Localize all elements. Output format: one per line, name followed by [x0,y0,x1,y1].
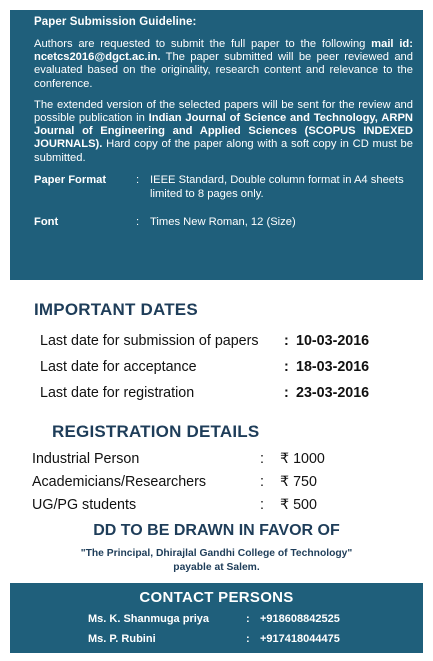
fee-label: Academicians/Researchers [32,474,207,490]
guideline-paragraph-2 [34,99,413,165]
date-value: 23-03-2016 [296,385,370,401]
journal-names: Indian Journal of Science and Technology, ARPN Journal of Engineering and Applied Sciences (SCOPUS INDEXED JOURNALS). [34,112,413,151]
contact-name: Ms. K. Shanmuga priya [88,613,210,625]
font-label: Font [34,215,59,228]
fee-value: ₹ 500 [280,497,317,513]
fee-row-academicians [32,474,317,490]
paper-format-value: IEEE Standard, Double column format in A4 sheets limited to 8 pages only. [150,173,404,200]
fee-label: Industrial Person [32,451,140,467]
submission-email: mail id: ncetcs2016@dgct.ac.in. [34,38,413,64]
font-row [34,215,413,229]
contact-phone: +917418044475 [260,633,340,645]
date-colon: : [284,385,289,401]
registration-title: REGISTRATION DETAILS [52,422,260,441]
date-value: 18-03-2016 [296,359,370,375]
contact-title: CONTACT PERSONS [139,589,294,606]
font-colon: : [136,215,140,228]
fee-colon: : [260,497,264,513]
date-value: 10-03-2016 [296,333,370,349]
fee-value: ₹ 1000 [280,451,325,467]
guideline-paragraph-1 [34,38,413,91]
dd-title: DD TO BE DRAWN IN FAVOR OF [93,522,340,539]
paper-format-label: Paper Format [34,173,107,186]
date-label: Last date for submission of papers [40,333,259,349]
date-row-acceptance [40,359,400,375]
guideline-p1-tail: The paper submitted will be peer reviewed and evaluated based on the originality, research content and relevance to the conference. [34,51,413,90]
guideline-panel [10,10,423,280]
contact-colon: : [246,633,250,645]
date-label: Last date for acceptance [40,359,197,375]
fee-colon: : [260,474,264,490]
date-colon: : [284,333,289,349]
fee-value: ₹ 750 [280,474,317,490]
contact-colon: : [246,613,250,625]
contact-row [88,613,340,625]
font-value: Times New Roman, 12 (Size) [150,215,296,228]
date-label: Last date for registration [40,385,195,401]
guideline-title: Paper Submission Guideline: [34,16,197,28]
dd-payee [0,547,433,575]
date-row-submission [40,333,400,349]
paper-format-colon: : [136,173,140,186]
fee-row-students [32,497,317,513]
guideline-p2-tail: Hard copy of the paper along with a soft copy in CD must be submitted. [34,138,413,164]
guideline-p2-text: The extended version of the selected papers will be sent for the review and possible publication in [34,98,413,125]
dd-payee-line-2: payable at Salem. [173,562,260,573]
fee-colon: : [260,451,264,467]
contact-name: Ms. P. Rubini [88,633,156,645]
guideline-p1-text: Authors are requested to submit the full paper to the following [34,38,372,50]
contact-phone: +918608842525 [260,613,340,625]
fee-label: UG/PG students [32,497,137,513]
fee-row-industrial [32,451,325,467]
paper-format-row [34,173,413,201]
date-colon: : [284,359,289,375]
date-row-registration [40,385,400,401]
contact-row [88,633,340,645]
contact-panel [10,583,423,653]
important-dates-title: IMPORTANT DATES [34,300,198,319]
dd-payee-line-1: "The Principal, Dhirajlal Gandhi College of Technology" [80,548,353,559]
